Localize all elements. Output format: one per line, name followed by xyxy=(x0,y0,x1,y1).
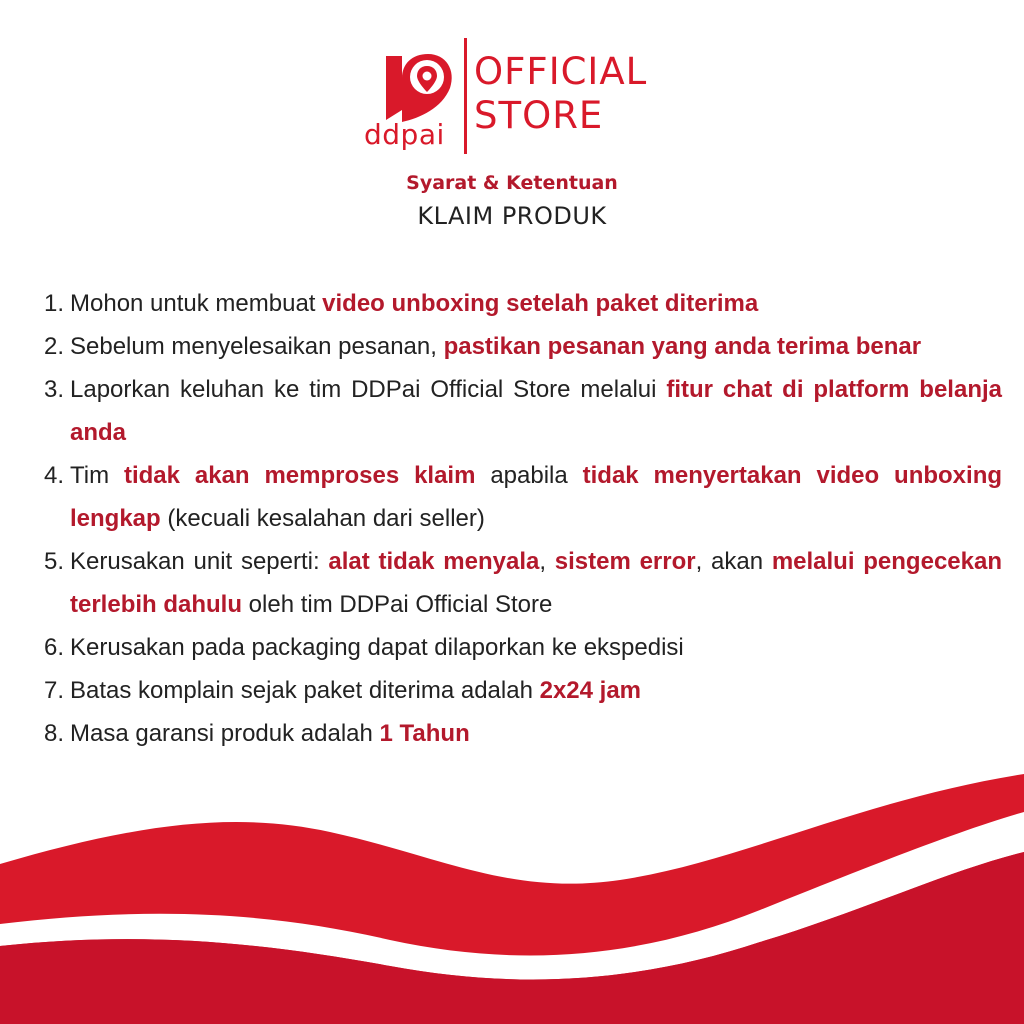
term-emphasis: 2x24 jam xyxy=(539,677,642,704)
term-text: oleh tim DDPai Official Store xyxy=(242,591,553,618)
term-text: , akan xyxy=(695,548,772,575)
term-item xyxy=(44,368,1002,454)
term-text: (kecuali kesalahan dari seller) xyxy=(160,505,485,532)
brand-name: ddpai xyxy=(364,118,445,151)
term-emphasis: video unboxing setelah paket diterima xyxy=(322,290,759,317)
term-item xyxy=(44,282,1002,325)
terms-list xyxy=(0,282,1024,755)
store-line: STORE xyxy=(474,94,604,137)
term-text: Kerusakan unit seperti: xyxy=(70,548,329,575)
term-text: apabila xyxy=(475,462,583,489)
term-emphasis: tidak akan memproses klaim xyxy=(123,462,476,489)
term-emphasis: alat tidak menyala xyxy=(328,548,540,575)
term-item xyxy=(44,669,1002,712)
term-text: Kerusakan pada packaging dapat dilaporkan ke ekspedisi xyxy=(70,634,684,661)
term-text: Batas komplain sejak paket diterima adalah xyxy=(70,677,540,704)
term-text: Laporkan keluhan ke tim DDPai Official Store melalui xyxy=(70,376,667,403)
term-number: 5. xyxy=(44,548,65,575)
term-emphasis: tidak menyertakan video unboxing lengkap xyxy=(70,462,1003,532)
term-text: Sebelum menyelesaikan pesanan, xyxy=(70,333,444,360)
term-number: 2. xyxy=(44,333,65,360)
term-text: Mohon untuk membuat xyxy=(70,290,323,317)
term-number: 4. xyxy=(44,462,65,489)
term-emphasis: fitur chat di platform belanja anda xyxy=(70,376,1002,446)
term-item xyxy=(44,626,1002,669)
term-emphasis: sistem error xyxy=(554,548,696,575)
term-text: Masa garansi produk adalah xyxy=(70,720,380,747)
term-text: Tim xyxy=(70,462,124,489)
decorative-wave xyxy=(0,760,1024,1024)
official-store-title xyxy=(474,50,647,138)
header xyxy=(0,0,1024,160)
term-number: 6. xyxy=(44,634,65,661)
term-emphasis: melalui pengecekan terlebih dahulu xyxy=(70,548,1002,618)
official-line: OFFICIAL xyxy=(474,50,648,93)
term-item xyxy=(44,454,1003,540)
ddpai-location-pin-icon xyxy=(380,48,462,126)
term-emphasis: pastikan pesanan yang anda terima benar xyxy=(443,333,922,360)
term-item xyxy=(44,325,1002,368)
term-emphasis: 1 Tahun xyxy=(379,720,470,747)
term-number: 3. xyxy=(44,376,65,403)
divider xyxy=(464,38,467,154)
term-text: , xyxy=(539,548,555,575)
term-number: 7. xyxy=(44,677,65,704)
terms-title: Syarat & Ketentuan xyxy=(406,172,618,194)
terms-subtitle: KLAIM PRODUK xyxy=(417,202,607,230)
term-number: 8. xyxy=(44,720,65,747)
term-item xyxy=(44,712,1002,755)
term-number: 1. xyxy=(44,290,65,317)
term-item xyxy=(44,540,1002,626)
